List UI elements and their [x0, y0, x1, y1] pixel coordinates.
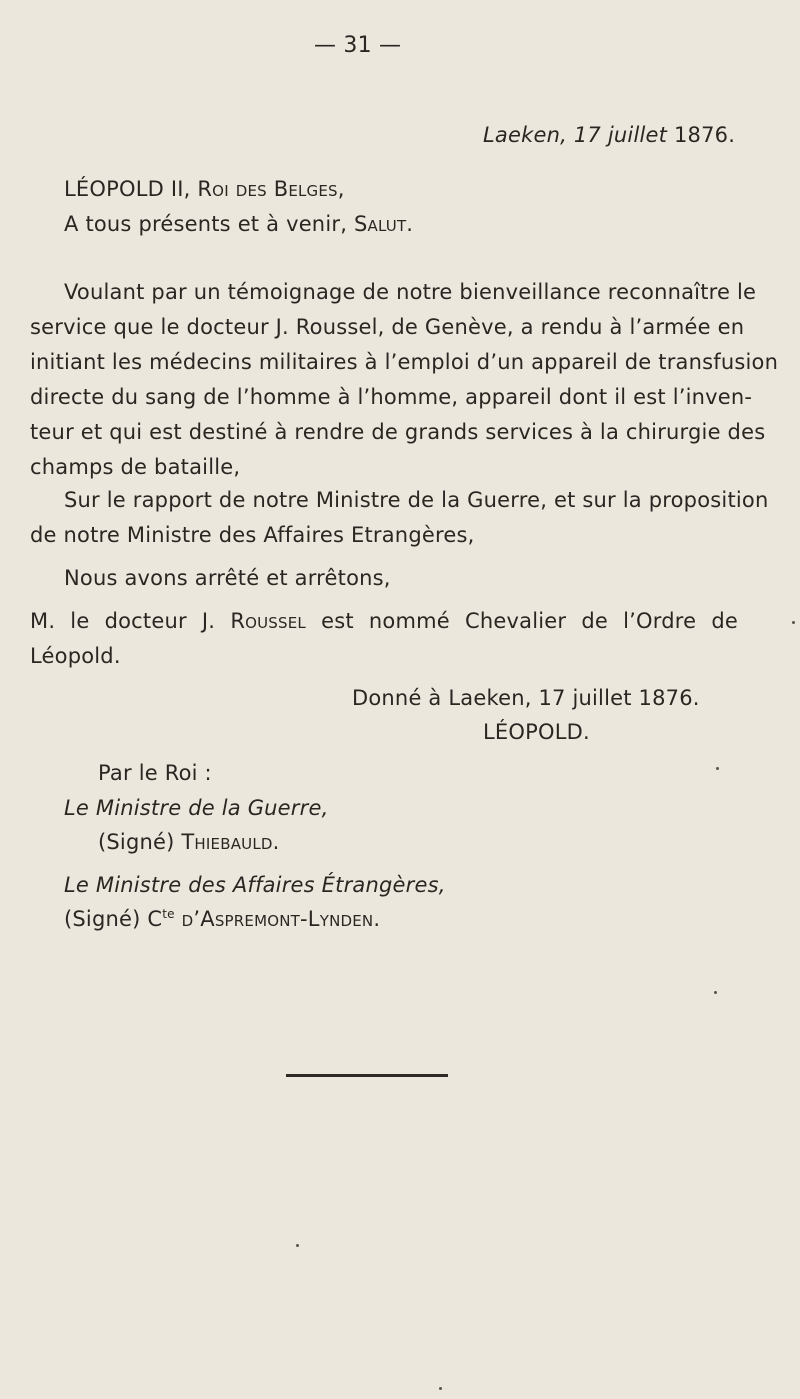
foreign-signed-name: d’Aspremont-Lynden.	[181, 907, 381, 931]
war-minister-title: Le Ministre de la Guerre,	[64, 796, 329, 820]
p1-line-4: directe du sang de l’homme à l’homme, appareil dont il est l’inven-	[30, 385, 753, 409]
foreign-signed-sup: te	[162, 907, 175, 921]
paper-speck	[716, 767, 719, 770]
war-signed-name: Thiebauld.	[181, 830, 280, 854]
p2-line-1: Sur le rapport de notre Ministre de la Guerre, et sur la proposition	[64, 488, 769, 512]
page-number: — 31 —	[314, 33, 402, 58]
paper-speck	[792, 621, 795, 624]
foreign-minister-signed	[64, 906, 380, 932]
p1-line-3: initiant les médecins militaires à l’emploi d’un appareil de transfusion	[30, 350, 779, 374]
dateline-day: 17	[573, 123, 601, 147]
paper-speck	[296, 1244, 299, 1247]
recipient-name: Roussel	[230, 609, 306, 633]
given-at: Donné à Laeken, 17 juillet 1876.	[352, 686, 700, 710]
king-title: Roi des Belges,	[197, 177, 345, 201]
foreign-signed-prefix: (Signé) C	[64, 907, 163, 931]
paper-speck	[439, 1387, 442, 1390]
dateline-place: Laeken,	[483, 123, 567, 147]
p4-line-1	[30, 608, 738, 634]
foreign-minister-title: Le Ministre des Affaires Étrangères,	[64, 873, 446, 897]
p1-line-5: teur et qui est destiné à rendre de grands services à la chirurgie des	[30, 420, 766, 444]
end-rule	[286, 1074, 448, 1077]
p4-prefix: M. le docteur J.	[30, 609, 216, 633]
decree-formula: Nous avons arrêté et arrêtons,	[64, 566, 391, 590]
p2-line-2: de notre Ministre des Affaires Etrangères,	[30, 523, 475, 547]
dateline-year: 1876.	[673, 123, 736, 147]
king-signature: LÉOPOLD.	[483, 720, 590, 744]
dateline	[483, 122, 735, 148]
p4-line-2: Léopold.	[30, 644, 121, 668]
king-name: LÉOPOLD II,	[64, 177, 191, 201]
p1-line-6: champs de bataille,	[30, 455, 241, 479]
by-the-king: Par le Roi :	[98, 761, 212, 785]
heading-line-1	[64, 176, 345, 202]
dateline-month: juillet	[607, 123, 668, 147]
p1-line-1: Voulant par un témoignage de notre bienveillance reconnaître le	[64, 280, 757, 304]
war-minister-signed	[98, 829, 280, 855]
p4-suffix: est nommé Chevalier de l’Ordre de	[321, 609, 738, 633]
salut: Salut.	[353, 212, 414, 236]
heading-line-2	[64, 211, 413, 237]
salutation-text: A tous présents et à venir,	[64, 212, 348, 236]
paper-speck	[714, 991, 717, 994]
p1-line-2: service que le docteur J. Roussel, de Genève, a rendu à l’armée en	[30, 315, 745, 339]
war-signed-prefix: (Signé)	[98, 830, 175, 854]
